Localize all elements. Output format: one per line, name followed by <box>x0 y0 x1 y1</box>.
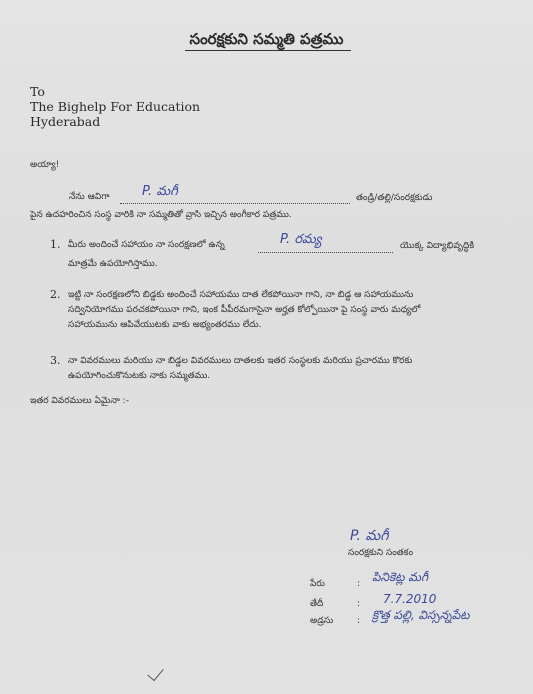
item-2-line3: సహాయమును ఆపివేయుటకు వాకు అభ్యంతరము లేదు. <box>68 320 262 330</box>
handwritten-field-address: క్రొత్త పల్లి, విస్సన్నపేట <box>372 608 470 622</box>
recipient-address <box>30 84 200 129</box>
declaration-suffix: తండ్రి/తల్లి/సంరక్షకుడు <box>356 193 433 203</box>
title-underline <box>185 50 351 51</box>
handwritten-field-date: 7.7.2010 <box>383 592 437 606</box>
field-address-label: అడ్రసు <box>310 616 334 626</box>
address-org: The Bighelp For Education <box>30 99 201 114</box>
handwritten-signature: P. మగీ <box>350 528 389 544</box>
item-1-line1-prefix: మీరు అందించే సహాయం నా సంరక్షణలో ఉన్న <box>68 240 225 250</box>
field-date-label: తేదీ <box>310 599 324 609</box>
address-city: Hyderabad <box>30 114 101 129</box>
item-3-line2: ఉపయోగించుకొనుటకు నాకు సమ్మతము. <box>68 371 211 381</box>
item-2-line2: సద్వినియోగము పరచకపోయినా గాని, ఇంక పీపీరమగాసైనా అర్హత కోల్పోయినా పై సంస్థ వారు మధ్యలో <box>68 305 421 315</box>
salutation: అయ్యా! <box>30 160 60 170</box>
handwritten-field-name: పినికెట్ల మగీ <box>372 570 428 584</box>
field-name-label: పేరు <box>310 579 325 589</box>
field-address-colon: : <box>357 616 361 626</box>
handwritten-guardian-name: P. మగీ <box>142 184 178 199</box>
item-1-line2: మాత్రమే ఉపయోగిస్తాము. <box>68 259 158 269</box>
item-2-number: 2. <box>50 288 61 301</box>
field-name-colon: : <box>357 579 361 589</box>
item-2-line1: ఇట్టి నా సంరక్షణలోని బిడ్డకు అందించే సహాయము దాత లేకపోయినా గాని, నా బిడ్డ ఆ సహాయమును <box>68 290 414 300</box>
other-details-label: ఇతర వివరములు ఏమైనా :- <box>30 396 129 406</box>
signature-caption: సంరక్షకుని సంతకం <box>348 548 414 558</box>
declaration-line2: పైన ఉదహరించిన సంస్థ వారికి నా సమ్మతితో వ్రాసి ఇచ్చిన అంగీకార పత్రము. <box>30 210 292 220</box>
field-date-colon: : <box>357 599 361 609</box>
item-3-number: 3. <box>50 354 61 367</box>
tick-mark <box>147 664 164 681</box>
name-blank <box>120 203 350 204</box>
document-title: సంరక్షకుని సమ్మతి పత్రము <box>189 30 344 48</box>
item-1-line1-suffix: యొక్క విద్యాభివృద్ధికి <box>400 241 475 251</box>
item-1-number: 1. <box>50 238 61 251</box>
address-to: To <box>30 84 45 99</box>
declaration-prefix: నేను ఆవిగా <box>69 192 110 202</box>
item-3-line1: నా వివరములు మరియు నా బిడ్డల వివరములు దాతలకు ఇతర సంస్థలకు మరియు ప్రచారము కొరకు <box>68 356 413 366</box>
child-name-blank <box>258 252 393 253</box>
handwritten-child-name: P. రమ్య <box>280 232 322 247</box>
